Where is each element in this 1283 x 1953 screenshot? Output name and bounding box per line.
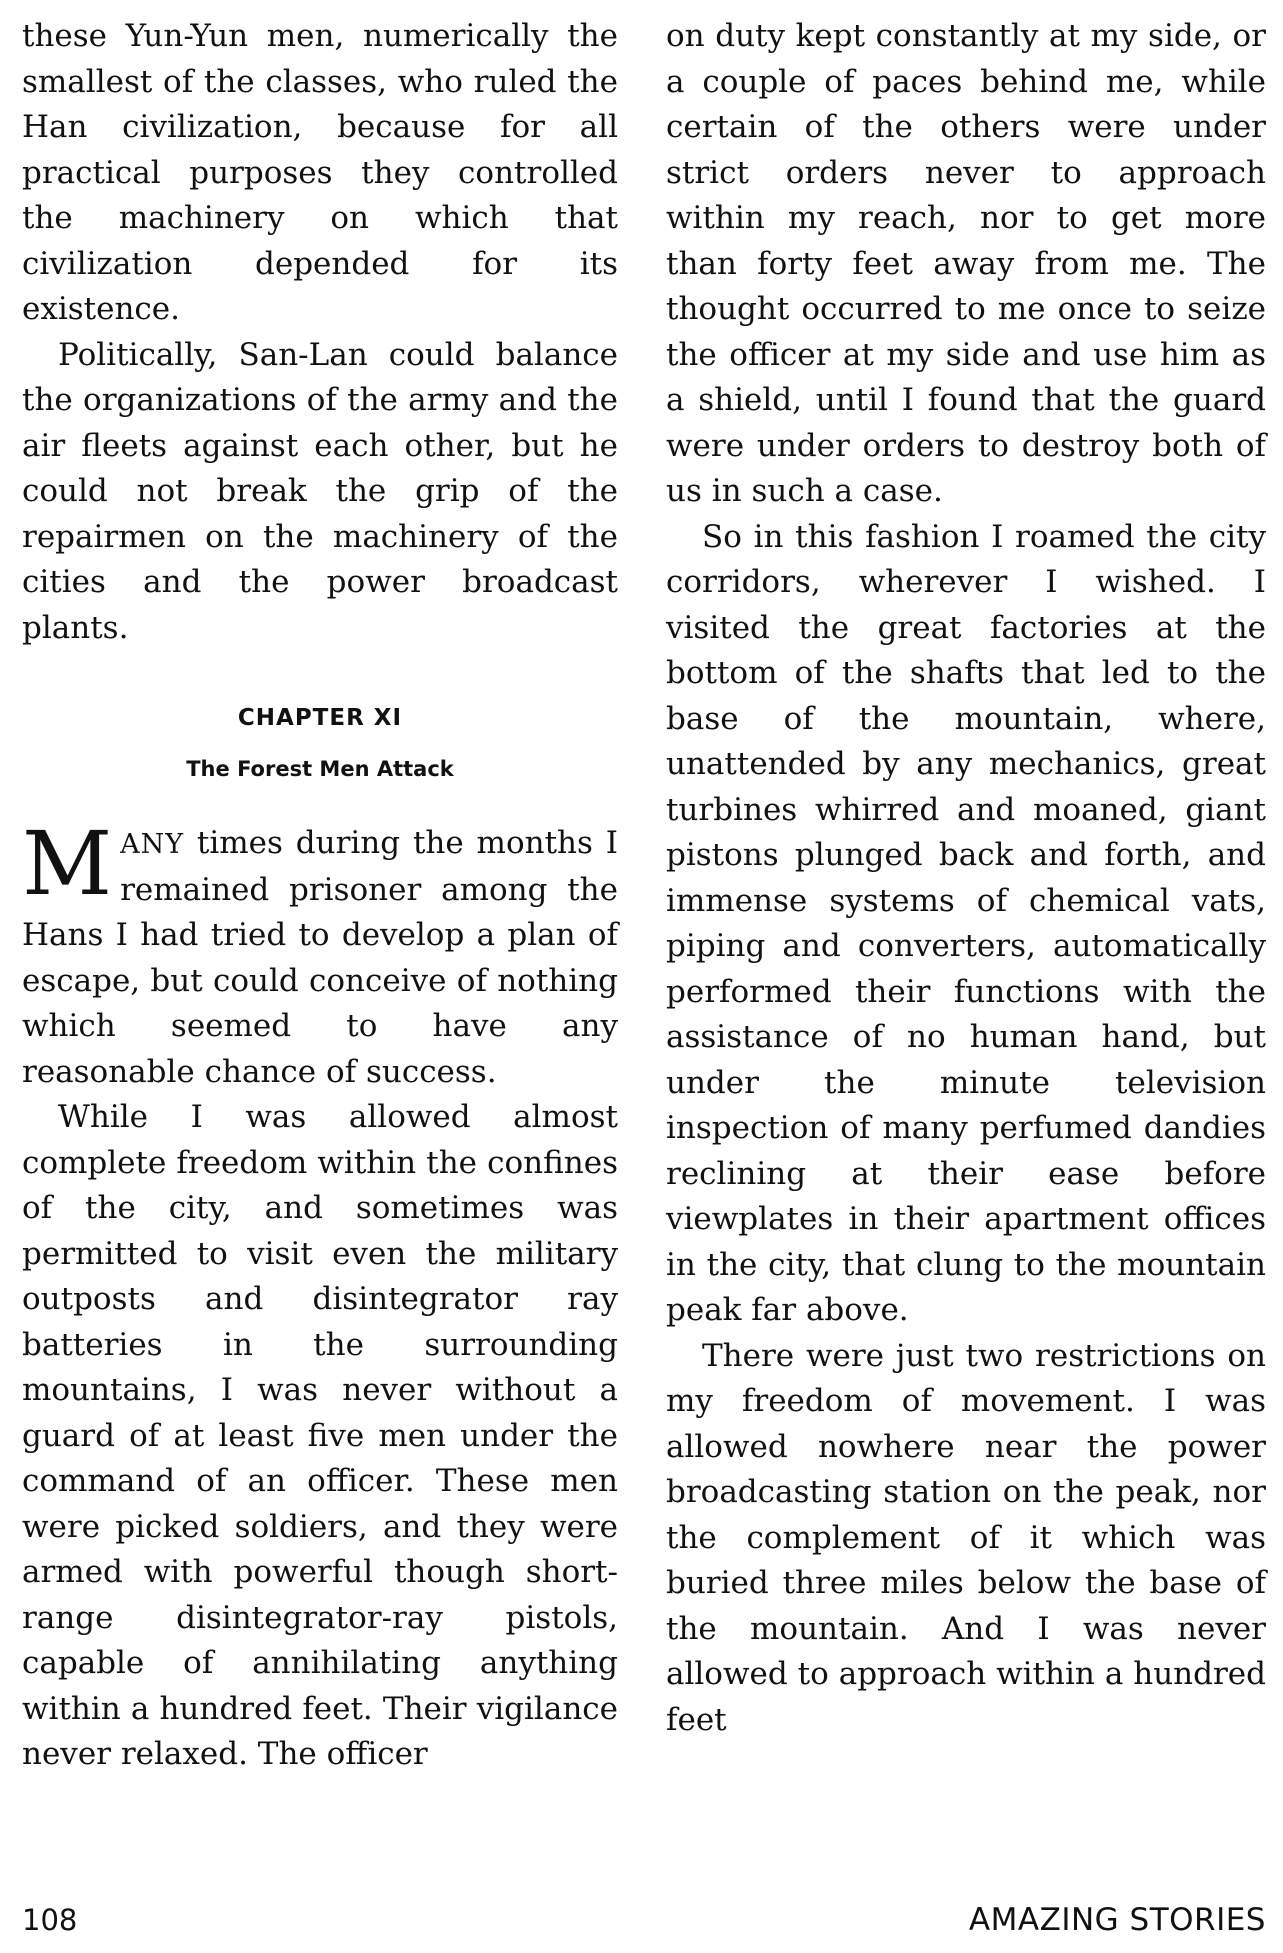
page-footer: [22, 1900, 1266, 1940]
paragraph-restrictions: There were just two restrictions on my freedom of movement. I was allowed nowhere near the power broadcasting station on the peak, nor the complement of it which was buried three miles below the base of the mountain. And I was never allowed to approach within a hundred feet: [666, 1337, 1266, 1738]
left-column: [22, 14, 618, 1778]
paragraph-freedom: While I was allowed almost complete freedom within the confines of the city, and sometimes was permitted to visit even the military outposts and disintegrator ray batteries in the surrounding mountains, I was never without a guard of at least five men under the command of an officer. These men were picked soldiers, and they were armed with powerful though short-range disintegrator-ray pistols, capable of annihilating anything within a hundred feet. Their vigilance never relaxed. The officer: [22, 1099, 618, 1772]
opening-text: times during the months I remained prisoner among the Hans I had tried to develop a plan of escape, but could conceive of nothing which seemed to have any reasonable chance of success.: [22, 825, 618, 1090]
drop-cap: M: [22, 812, 113, 915]
paragraph-continued: these Yun-Yun men, numerically the smallest of the classes, who ruled the Han civilization, because for all practical purposes they controlled the machinery on which that civilization depended for its existence.: [22, 18, 618, 327]
opening-paragraph: [22, 812, 618, 1095]
paragraph-guard-continued: on duty kept constantly at my side, or a couple of paces behind me, while certain of the others were under strict orders never to approach within my reach, nor to get more than forty feet away from me. The thought occurred to me once to seize the officer at my side and use him as a shield, until I found that the guard were under orders to destroy both of us in such a case.: [666, 18, 1266, 509]
opening-small-caps: ANY: [120, 829, 185, 860]
paragraph-politically: Politically, San-Lan could balance the organizations of the army and the air fleets against each other, but he could not break the grip of the repairmen on the machinery of the cities and the power broadcast plants.: [22, 336, 618, 646]
chapter-title: The Forest Men Attack: [186, 757, 454, 781]
page-number: 108: [22, 1903, 78, 1937]
right-column: [666, 14, 1266, 1743]
paragraph-roamed: So in this fashion I roamed the city corridors, wherever I wished. I visited the great factories at the bottom of the shafts that led to the base of the mountain, where, unattended by any mechanics, great turbines whirred and moaned, giant pistons plunged back and forth, and immense systems of chemical vats, piping and converters, automatically performed their functions with the assistance of no human hand, but under the minute television inspection of many perfumed dandies reclining at their ease before viewplates in their apartment offices in the city, that clung to the mountain peak far above.: [666, 518, 1266, 1328]
magazine-name: AMAZING STORIES: [968, 1902, 1266, 1938]
chapter-header: [22, 703, 618, 783]
chapter-number: CHAPTER XI: [237, 705, 403, 731]
